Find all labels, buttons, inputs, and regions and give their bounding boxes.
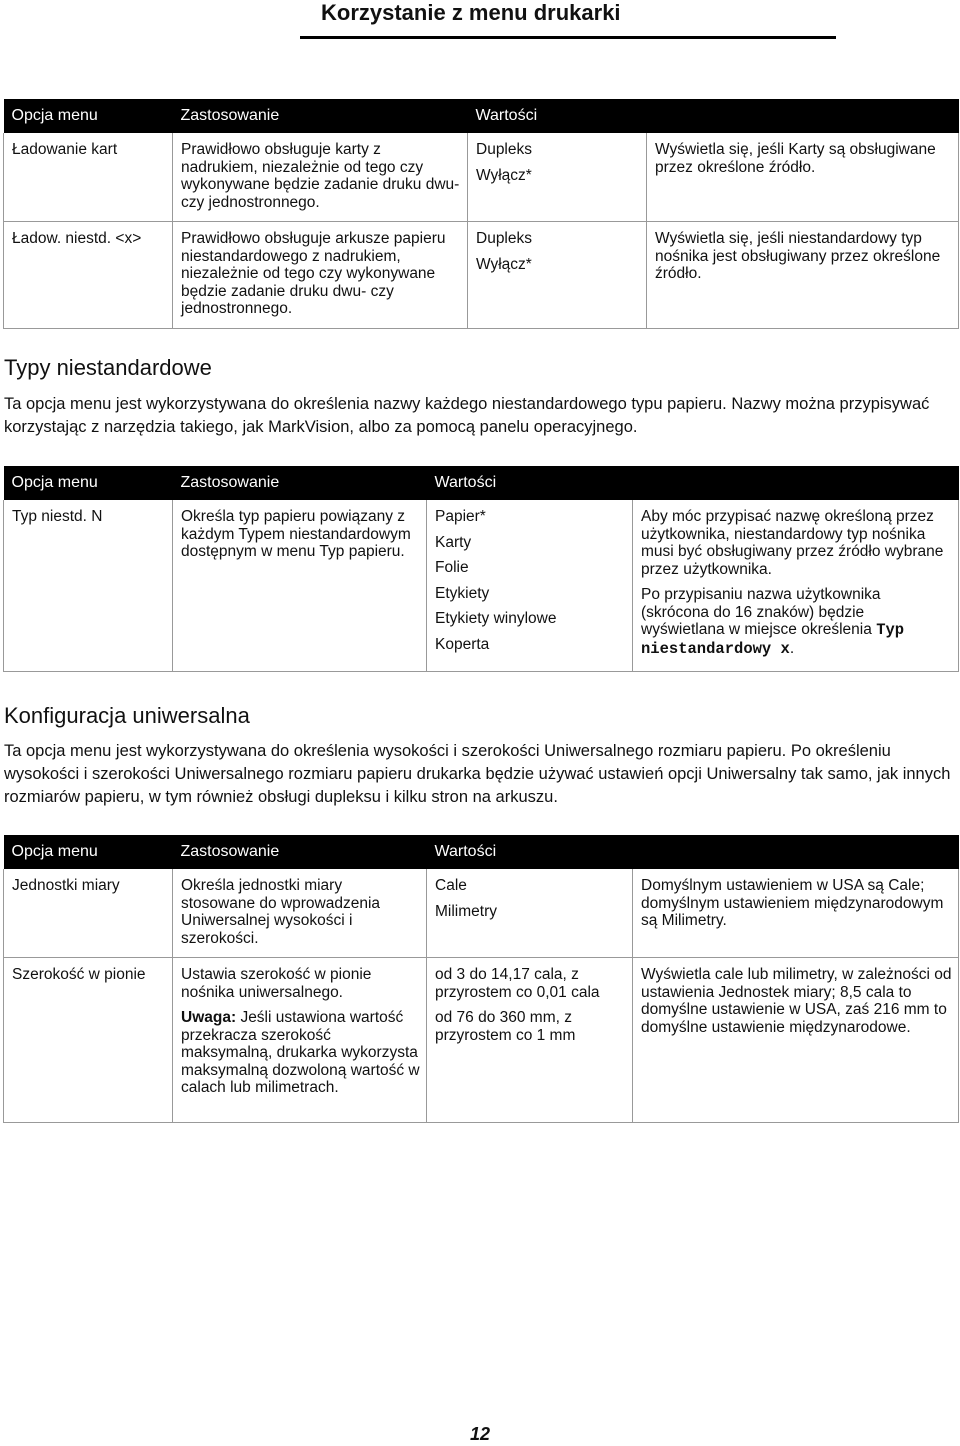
value-item: Wyłącz* <box>476 166 532 184</box>
usage-cell: Określa jednostki miary stosowane do wprowadzenia Uniwersalnej wysokości i szerokości. <box>173 869 427 958</box>
usage-cell: Określa typ papieru powiązany z każdym Typem niestandardowym dostępnym w menu Typ papieru. <box>173 500 427 672</box>
values-cell <box>468 133 647 222</box>
usage-note <box>181 1009 420 1097</box>
section-heading-universal-setup: Konfiguracja uniwersalna <box>4 703 250 728</box>
description-paragraph <box>641 586 952 658</box>
description-code: Typ niestandardowy x <box>641 621 905 658</box>
table-header-row <box>4 99 959 133</box>
column-header-blank <box>633 466 959 500</box>
table-row <box>4 133 959 222</box>
column-header-blank <box>633 835 959 869</box>
column-header-blank <box>647 99 959 133</box>
header-rule <box>300 36 836 39</box>
option-cell: Ładow. niestd. <x> <box>4 222 173 329</box>
column-header-values: Wartości <box>468 99 647 133</box>
values-cell <box>427 500 633 672</box>
values-cell <box>427 958 633 1123</box>
page-number: 12 <box>470 1424 491 1444</box>
note-label: Uwaga: <box>181 1009 237 1026</box>
value-item: Etykiety winylowe <box>435 610 557 627</box>
usage-text: Ustawia szerokość w pionie nośnika uniwersalnego. <box>181 966 372 1001</box>
table-row <box>4 500 959 672</box>
values-cell <box>468 222 647 329</box>
usage-cell <box>173 958 427 1123</box>
table-row <box>4 958 959 1123</box>
value-item: Dupleks <box>476 230 532 247</box>
usage-cell: Prawidłowo obsługuje karty z nadrukiem, niezależnie od tego czy wykonywane będzie zadanie druku dwu- czy jednostronnego. <box>173 133 468 222</box>
table-header-row <box>4 466 959 500</box>
value-item: Papier* <box>435 508 486 525</box>
column-header-usage: Zastosowanie <box>173 99 468 133</box>
note-text: Jeśli ustawiona wartość przekracza szerokość maksymalną, drukarka wykorzysta maksymalną dozwoloną wartość w calach lub milimetrach. <box>181 1009 420 1096</box>
option-cell: Jednostki miary <box>4 869 173 958</box>
usage-cell: Prawidłowo obsługuje arkusze papieru niestandardowego z nadrukiem, niezależnie od tego czy wykonywane będzie zadanie druku dwu- czy jednostronnego. <box>173 222 468 329</box>
value-item: Etykiety <box>435 584 490 602</box>
description-paragraph: Aby móc przypisać nazwę określoną przez użytkownika, niestandardowy typ nośnika musi być obsługiwany przez źródło wybrane przez użytkownika. <box>641 508 944 578</box>
value-item: Koperta <box>435 635 490 653</box>
paper-loading-table <box>3 99 959 329</box>
description-cell <box>633 500 959 672</box>
description-cell: Wyświetla się, jeśli Karty są obsługiwane przez określone źródło. <box>647 133 959 222</box>
universal-setup-table <box>3 835 959 1123</box>
column-header-option: Opcja menu <box>4 466 173 500</box>
column-header-usage: Zastosowanie <box>173 835 427 869</box>
description-end: . <box>789 639 795 657</box>
section-heading-custom-types: Typy niestandardowe <box>4 355 212 380</box>
page-header-title: Korzystanie z menu drukarki <box>321 0 621 25</box>
column-header-values: Wartości <box>427 835 633 869</box>
value-item: od 3 do 14,17 cala, z przyrostem co 0,01 cala <box>435 966 600 1001</box>
description-cell: Wyświetla cale lub milimetry, w zależności od ustawienia Jednostek miary; 8,5 cala to domyślne ustawienie w USA, zaś 216 mm to domyślne ustawienie międzynarodowe. <box>633 958 959 1123</box>
value-item: Karty <box>435 533 472 551</box>
section-paragraph-universal-setup: Ta opcja menu jest wykorzystywana do określenia wysokości i szerokości Uniwersalnego rozmiaru papieru. Po określeniu wysokości i szerokości Uniwersalnego rozmiaru papieru drukarka będzie używać ustawień opcji Uniwersalny tak samo, jak innych rozmiarów papieru, w tym również obsługi dupleksu i kilku stron na arkuszu. <box>4 742 951 806</box>
option-cell: Typ niestd. N <box>4 500 173 672</box>
table-row <box>4 222 959 329</box>
value-item: Milimetry <box>435 902 497 920</box>
custom-types-table <box>3 466 959 672</box>
value-item: Wyłącz* <box>476 255 532 273</box>
option-cell: Szerokość w pionie <box>4 958 173 1123</box>
value-item: Folie <box>435 559 469 576</box>
section-paragraph-custom-types: Ta opcja menu jest wykorzystywana do określenia nazwy każdego niestandardowego typu papieru. Nazwy można przypisywać korzystając z narzędzia takiego, jak MarkVision, albo za pomocą panelu operacyjnego. <box>4 395 930 436</box>
description-text: Po przypisaniu nazwa użytkownika (skrócona do 16 znaków) będzie wyświetlana w miejsce określenia <box>641 586 881 638</box>
column-header-option: Opcja menu <box>4 99 173 133</box>
description-cell: Domyślnym ustawieniem w USA są Cale; domyślnym ustawieniem międzynarodowym są Milimetry. <box>633 869 959 958</box>
column-header-values: Wartości <box>427 466 633 500</box>
table-header-row <box>4 835 959 869</box>
column-header-option: Opcja menu <box>4 835 173 869</box>
table-row <box>4 869 959 958</box>
description-cell: Wyświetla się, jeśli niestandardowy typ nośnika jest obsługiwany przez określone źródło. <box>647 222 959 329</box>
values-cell <box>427 869 633 958</box>
value-item: Cale <box>435 877 467 894</box>
value-item: Dupleks <box>476 141 532 158</box>
column-header-usage: Zastosowanie <box>173 466 427 500</box>
value-item: od 76 do 360 mm, z przyrostem co 1 mm <box>435 1009 576 1044</box>
option-cell: Ładowanie kart <box>4 133 173 222</box>
